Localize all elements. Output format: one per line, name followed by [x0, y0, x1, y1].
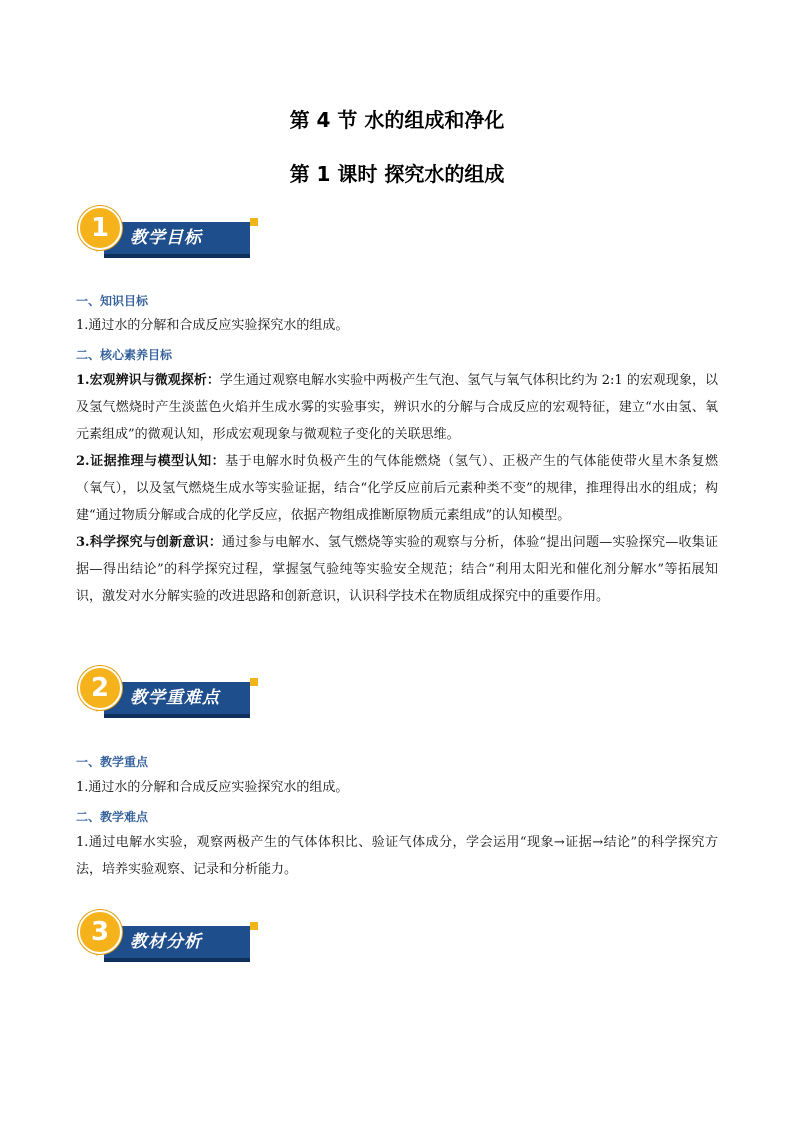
- point-lead: 3.科学探究与创新意识：: [76, 535, 223, 550]
- section-badge-3: [76, 910, 266, 968]
- section-number: 1: [90, 213, 110, 243]
- point-text: 通过参与电解水、氢气燃烧等实验的观察与分析，体验“提出问题—实验探究—收集证据—得出结论”的科学探究过程，掌握氢气验纯等实验安全规范；结合“利用太阳光和催化剂分解水”等拓展知识，激发对水分解实验的改进思路和创新意识，认识科学技术在物质组成探究中的重要作用。: [76, 535, 718, 604]
- section-label: 教材分析: [130, 932, 202, 952]
- section-number: 3: [90, 917, 110, 947]
- section-label: 教学重难点: [130, 688, 220, 708]
- core-goal-point: [76, 448, 718, 529]
- core-goal-point: [76, 529, 718, 610]
- point-text: 基于电解水时负极产生的气体能燃烧（氢气）、正极产生的气体能使带火星木条复燃（氧气），以及氢气燃烧生成水等实验证据，结合“化学反应前后元素种类不变”的规律，推理得出水的组成；构建“通过物质分解或合成的化学反应，依据产物组成推断原物质元素组成”的认知模型。: [76, 454, 718, 523]
- subheading-knowledge-goal: 一、知识目标: [76, 294, 149, 308]
- knowledge-goal-item: 1.通过水的分解和合成反应实验探究水的组成。: [76, 318, 349, 333]
- core-goal-point: [76, 367, 718, 448]
- page-subtitle: 第 1 课时 探究水的组成: [289, 162, 505, 186]
- point-lead: 1.宏观辨识与微观探析：: [76, 373, 220, 388]
- subheading-core-goal: 二、核心素养目标: [76, 348, 173, 362]
- section-label: 教学目标: [130, 228, 202, 248]
- key-point-item: 1.通过水的分解和合成反应实验探究水的组成。: [76, 780, 349, 795]
- section-number: 2: [90, 673, 110, 703]
- subheading-key-point: 一、教学重点: [76, 755, 149, 769]
- section-badge-1: [76, 206, 266, 264]
- difficulty-item: 1.通过电解水实验，观察两极产生的气体体积比、验证气体成分，学会运用“现象→证据→结论”的科学探究方法，培养实验观察、记录和分析能力。: [76, 835, 718, 877]
- page-title: 第 4 节 水的组成和净化: [289, 108, 505, 132]
- point-lead: 2.证据推理与模型认知：: [76, 454, 226, 469]
- core-goal-list: [76, 367, 718, 610]
- point-text: 学生通过观察电解水实验中两极产生气泡、氢气与氧气体积比约为 2:1 的宏观现象，以及氢气燃烧时产生淡蓝色火焰并生成水雾的实验事实，辨识水的分解与合成反应的宏观特征，建立“水由氢、氧元素组成”的微观认知，形成宏观现象与微观粒子变化的关联思维。: [76, 373, 718, 442]
- section-badge-2: [76, 666, 266, 724]
- subheading-difficulty: 二、教学难点: [76, 810, 149, 824]
